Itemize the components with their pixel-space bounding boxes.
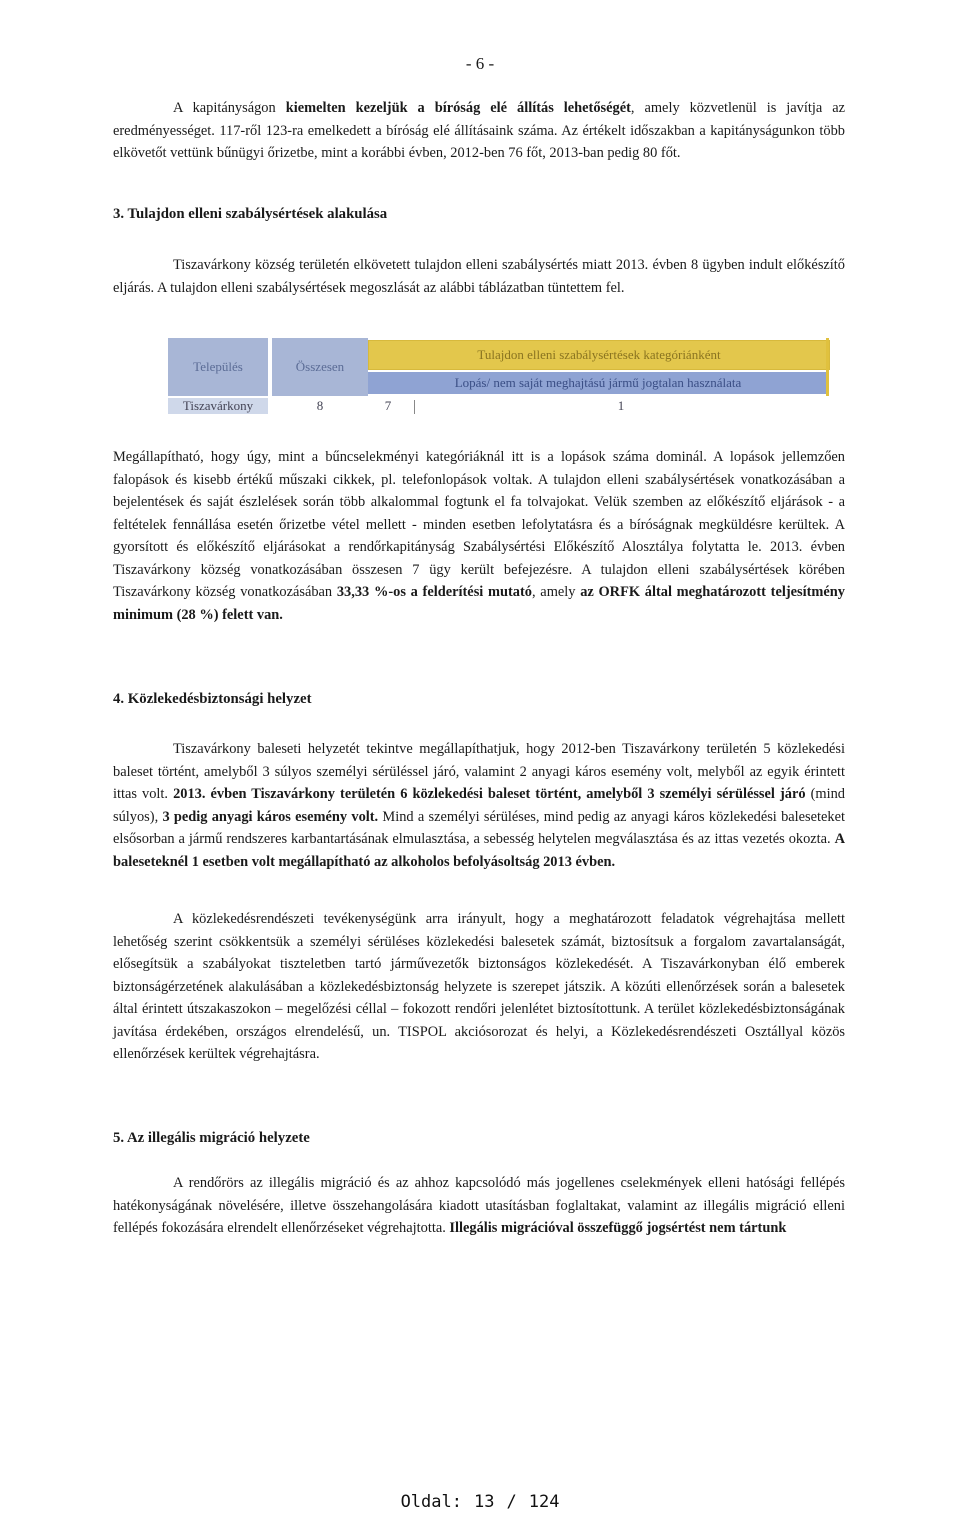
table-border — [826, 338, 829, 396]
section-heading-3: 3. Tulajdon elleni szabálysértések alakulása — [113, 206, 388, 222]
offence-table — [168, 338, 828, 414]
table-cell-value-1: 7 — [384, 398, 392, 413]
paragraph-traffic-enforcement: A közlekedésrendészeti tevékenységünk arra irányult, hogy a meghatározott feladatok végrehajtása mellett lehetőség szerint csökkentsük a személyi sérüléses közlekedési balesetek számát, biztosítsuk a forgalom zavartalanságát, elősegítsük a szabályokat tiszteletben tartó járművezetők biztonságos közlekedését. A Tiszavárkonyban élő emberek biztonságérzetének alakulásában a közlekedésbiztonság helyzete is szerepet játszik. A közúti ellenőrzések során a balesetek által érintett útszakaszokon – megelőzési céllal – fokozott rendőri jelenlétet biztosítottunk. A terület közlekedésbiztonságának javítása érdekében, országos elrendelésű, un. TISPOL akciósorozat és helyi, a Közlekedésrendészeti Osztállyal közös ellenőrzések kerültek végrehajtásra. — [113, 911, 845, 1062]
table-header-settlement: Település — [168, 338, 268, 396]
footer-total-pages: 124 — [528, 1492, 560, 1512]
table-header-total: Összesen — [272, 338, 368, 396]
footer-current-page: 13 — [473, 1492, 495, 1512]
paragraph-property: Tiszavárkony község területén elkövetett tulajdon elleni szabálysértés miatt 2013. évben 8 ügyben indult előkészítő eljárás. A tulajdon elleni szabálysértések megoszlását az alábbi táblázatban tüntettem fel. — [113, 257, 845, 296]
paragraph-traffic: Tiszavárkony baleseti helyzetét tekintve megállapíthatjuk, hogy 2012-ben Tiszavárkony területén 5 közlekedési baleset történt, amelyből 3 súlyos személyi sérüléssel járó, valamint 2 anyagi káros esemény volt, melyből az egyik érintett ittas volt. 2013. évben Tiszavárkony területén 6 közlekedési baleset történt, amelyből 3 személyi sérüléssel járó (mind súlyos), 3 pedig anyagi káros esemény volt. Mind a személyi sérüléses, mind pedig az anyagi káros közlekedési baleseteket elsősorban a jármű rendszeres karbantartásának elmulasztása, a sebesség helytelen megválasztása és az ittas vezetés okozta. A baleseteknél 1 esetben volt megállapítható az alkoholos befolyásoltság 2013 évben. — [113, 741, 845, 870]
paragraph-court: A kapitányságon kiemelten kezeljük a bíróság elé állítás lehetőségét, amely közvetlenül is javítja az eredményességet. 117-ről 123-ra emelkedett a bíróság elé állításaink száma. Az értékelt időszakban a kapitányságunkon több elkövetőt vettünk bűnügyi őrizetbe, mint a korábbi évben, 2012-ben 76 főt, 2013-ban pedig 80 főt. — [113, 100, 846, 161]
table-cell-total: 8 — [316, 398, 324, 413]
table-header-group: Tulajdon elleni szabálysértések kategóriánként — [368, 340, 830, 370]
section-heading-4: 4. Közlekedésbiztonsági helyzet — [113, 691, 312, 707]
paragraph-findings: Megállapítható, hogy úgy, mint a bűncselekményi kategóriáknál itt is a lopások száma dominál. A lopások jellemzően falopások és kisebb értékű műszaki cikkek, pl. telefonlopások voltak. A tulajdon elleni szabálysértések vonatkozásában a bejelentések és saját észlelések során több alkalommal fogtunk el fa tolvajokat. Velük szemben az előkészítő eljárások - a feltételek fennállása esetén őrizetbe vétel mellett - minden esetben lefolytatásra és a bíróságnak megküldésre kerültek. A gyorsított és előkészítő eljárásokat a rendőrkapitányság Szabálysértési Előkészítő Alosztálya folytatta le. 2013. évben Tiszavárkony község vonatkozásában összesen 7 ügy került befejezésre. A tulajdon elleni szabálysértések körében Tiszavárkony község vonatkozásában 33,33 %-os a felderítési mutató, amely az ORFK által meghatározott teljesítmény minimum (28 %) felett van. — [113, 449, 845, 623]
footer-label: Oldal: — [400, 1492, 462, 1512]
page-footer — [0, 1492, 960, 1512]
footer-separator: / — [506, 1492, 517, 1512]
page-number: - 6 - — [465, 54, 495, 73]
table-cell-value-2: 1 — [617, 398, 625, 413]
table-cell-settlement: Tiszavárkony — [168, 398, 268, 414]
table-header-theft: Lopás/ nem saját meghajtású jármű jogtalan használata — [368, 372, 828, 394]
paragraph-migration: A rendőrörs az illegális migráció és az ahhoz kapcsolódó más jogellenes cselekmények elleni hatósági fellépés hatékonyságának növelésére, illetve összehangolására kiadott utasításban foglaltakat, valamint az illegális migráció elleni fellépés fokozására elrendelt ellenőrzéseket végrehajtotta. Illegális migrációval összefüggő jogsértést nem tártunk — [113, 1175, 845, 1236]
emphasis: kiemelten kezeljük a bíróság elé állítás lehetőségét — [285, 100, 631, 116]
section-heading-5: 5. Az illegális migráció helyzete — [113, 1130, 310, 1146]
